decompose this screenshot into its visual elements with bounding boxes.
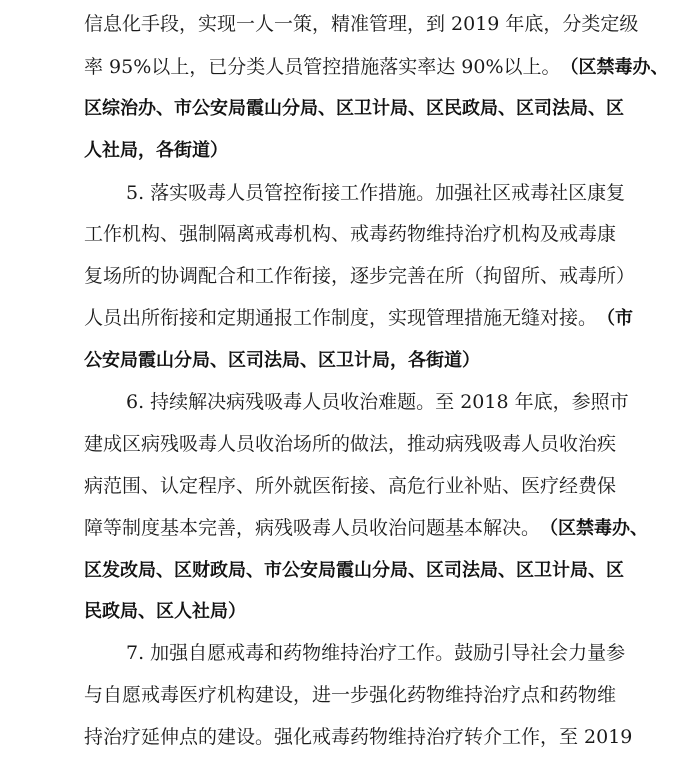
text-line bbox=[84, 717, 684, 757]
text-line bbox=[126, 633, 686, 673]
text-run: 建成区病残吸毒人员收治场所的做法，推动病残吸毒人员收治疾 bbox=[84, 433, 617, 455]
text-line bbox=[84, 424, 684, 464]
text-line bbox=[84, 47, 694, 87]
text-run: 复场所的协调配合和工作衔接，逐步完善在所（拘留所、戒毒所） bbox=[84, 265, 636, 287]
text-line bbox=[84, 130, 684, 170]
text-line bbox=[84, 88, 694, 128]
text-run: 与自愿戒毒医疗机构建设，进一步强化药物维持治疗点和药物维 bbox=[84, 684, 617, 706]
responsible-departments: 公安局霞山分局、区司法局、区卫计局，各街道） bbox=[84, 350, 480, 371]
text-line bbox=[84, 340, 684, 380]
text-line bbox=[84, 591, 684, 631]
responsible-departments: （区禁毒办、 bbox=[560, 57, 669, 78]
responsible-departments: 区发改局、区财政局、市公安局霞山分局、区司法局、区卫计局、区 bbox=[84, 560, 624, 581]
text-run: 信息化手段，实现一人一策，精准管理，到 2019 年底，分类定级 bbox=[84, 13, 639, 35]
text-run: 持治疗延伸点的建设。强化戒毒药物维持治疗转介工作，至 2019 bbox=[84, 726, 633, 748]
text-run: 工作机构、强制隔离戒毒机构、戒毒药物维持治疗机构及戒毒康 bbox=[84, 223, 617, 245]
text-line bbox=[84, 675, 684, 715]
responsible-departments: 人社局，各街道） bbox=[84, 140, 228, 161]
text-line bbox=[84, 214, 684, 254]
item-heading: 6. 持续解决病残吸毒人员收治难题。至 2018 年底，参照市 bbox=[126, 391, 629, 413]
text-run: 人员出所衔接和定期通报工作制度，实现管理措施无缝对接。 bbox=[84, 307, 598, 329]
text-line bbox=[84, 550, 694, 590]
text-line bbox=[126, 173, 686, 213]
text-line bbox=[84, 256, 694, 296]
item-heading: 7. 加强自愿戒毒和药物维持治疗工作。鼓励引导社会力量参 bbox=[126, 642, 626, 664]
text-run: 障等制度基本完善，病残吸毒人员收治问题基本解决。 bbox=[84, 517, 541, 539]
text-line bbox=[84, 466, 684, 506]
responsible-departments: （区禁毒办、 bbox=[540, 518, 649, 539]
text-line bbox=[84, 4, 684, 44]
text-run: 率 95%以上，已分类人员管控措施落实率达 90%以上。 bbox=[84, 56, 561, 78]
text-run: 病范围、认定程序、所外就医衔接、高危行业补贴、医疗经费保 bbox=[84, 475, 617, 497]
text-line bbox=[126, 382, 686, 422]
responsible-departments: 民政局、区人社局） bbox=[84, 601, 246, 622]
item-heading: 5. 落实吸毒人员管控衔接工作措施。加强社区戒毒社区康复 bbox=[126, 182, 626, 204]
responsible-departments: 区综治办、市公安局霞山分局、区卫计局、区民政局、区司法局、区 bbox=[84, 98, 624, 119]
text-line bbox=[84, 298, 694, 338]
text-line bbox=[84, 508, 694, 548]
responsible-departments: （市 bbox=[597, 308, 634, 329]
